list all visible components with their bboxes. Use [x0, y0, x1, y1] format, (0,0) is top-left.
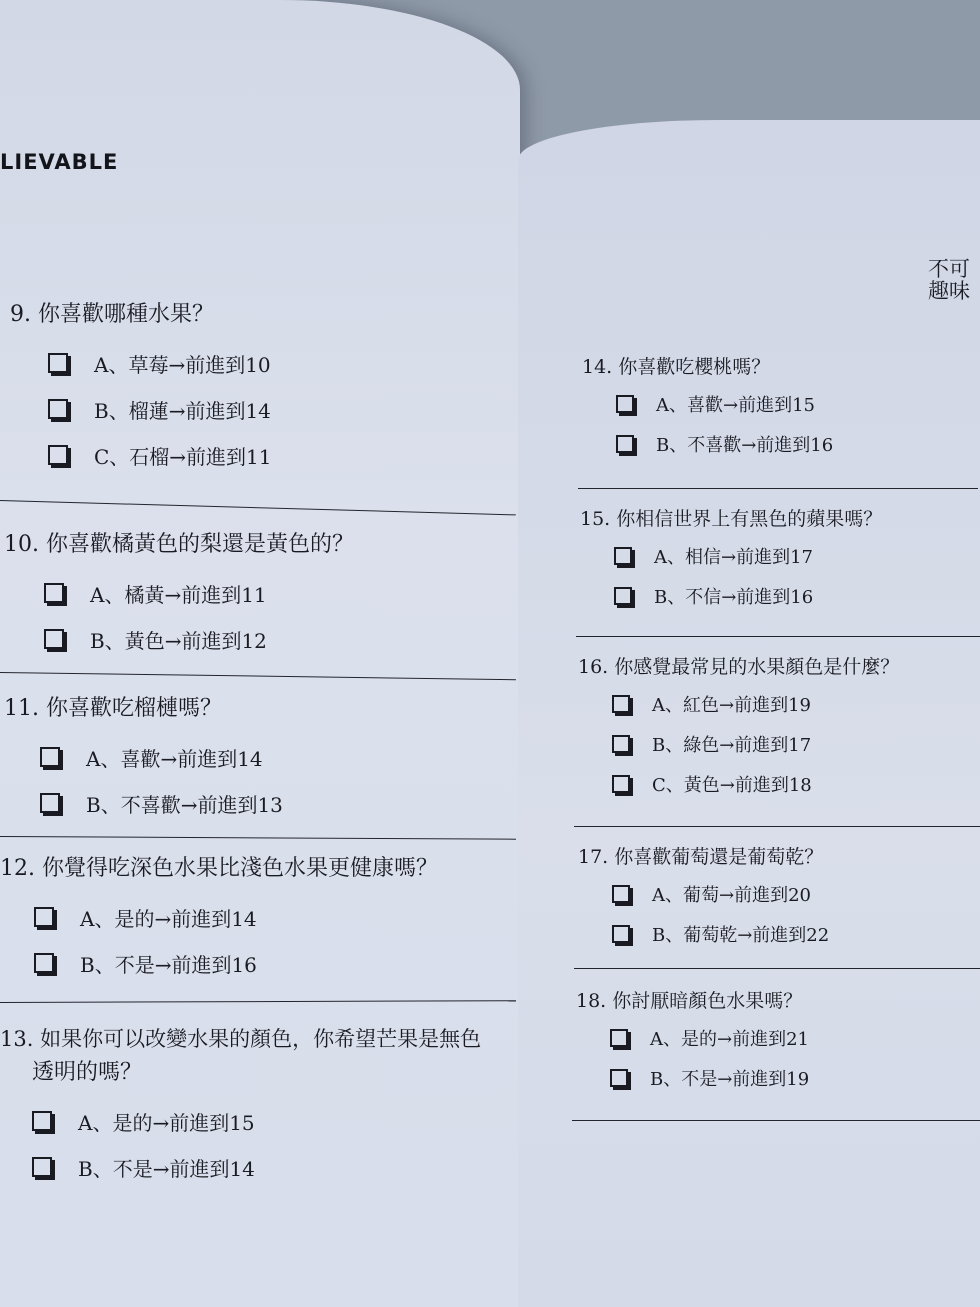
- checkbox-icon[interactable]: [610, 1029, 628, 1047]
- question-title: 12. 你覺得吃深色水果比淺色水果更健康嗎？: [0, 856, 438, 881]
- corner-header: 不可 趣味: [928, 257, 970, 303]
- question-17: [578, 842, 829, 954]
- checkbox-icon[interactable]: [614, 587, 632, 605]
- question-title: 9. 你喜歡哪種水果？: [10, 302, 214, 327]
- divider: [574, 968, 980, 969]
- checkbox-icon[interactable]: [616, 435, 634, 453]
- option-b[interactable]: B、不喜歡→前進到13: [40, 780, 283, 826]
- option-b[interactable]: B、不信→前進到16: [614, 576, 882, 616]
- option-c[interactable]: C、石榴→前進到11: [48, 432, 272, 478]
- question-title: 16. 你感覺最常見的水果顏色是什麼？: [578, 656, 900, 678]
- question-9: [10, 298, 272, 478]
- checkbox-icon[interactable]: [616, 395, 634, 413]
- checkbox-icon[interactable]: [32, 1111, 52, 1131]
- checkbox-icon[interactable]: [44, 583, 64, 603]
- checkbox-icon[interactable]: [40, 747, 60, 767]
- option-a[interactable]: A、紅色→前進到19: [612, 684, 899, 724]
- question-title: 18. 你討厭暗顏色水果嗎？: [576, 990, 803, 1012]
- question-12: [0, 852, 438, 986]
- checkbox-icon[interactable]: [48, 353, 68, 373]
- checkbox-icon[interactable]: [614, 547, 632, 565]
- question-title: 14. 你喜歡吃櫻桃嗎？: [582, 356, 771, 378]
- checkbox-icon[interactable]: [612, 695, 630, 713]
- bleed-through-text: [6, 180, 28, 211]
- question-title: 15. 你相信世界上有黑色的蘋果嗎？: [580, 508, 883, 530]
- option-a[interactable]: A、草莓→前進到10: [48, 340, 272, 386]
- question-title: 13. 如果你可以改變水果的顏色，你希望芒果是無色: [0, 1027, 482, 1051]
- option-a[interactable]: A、相信→前進到17: [614, 536, 882, 576]
- option-b[interactable]: B、綠色→前進到17: [612, 724, 899, 764]
- checkbox-icon[interactable]: [44, 629, 64, 649]
- option-a[interactable]: A、是的→前進到14: [34, 894, 438, 940]
- question-title-line2: 透明的嗎？: [32, 1060, 143, 1085]
- checkbox-icon[interactable]: [48, 399, 68, 419]
- option-b[interactable]: B、不是→前進到16: [34, 940, 438, 986]
- question-15: [580, 504, 882, 616]
- option-b[interactable]: B、不喜歡→前進到16: [616, 424, 833, 464]
- option-b[interactable]: B、葡萄乾→前進到22: [612, 914, 829, 954]
- divider: [576, 636, 980, 637]
- question-18: [576, 986, 809, 1098]
- checkbox-icon[interactable]: [40, 793, 60, 813]
- option-c[interactable]: C、黃色→前進到18: [612, 764, 899, 804]
- option-a[interactable]: A、是的→前進到21: [610, 1018, 809, 1058]
- checkbox-icon[interactable]: [612, 925, 630, 943]
- divider: [0, 836, 516, 840]
- option-b[interactable]: B、黃色→前進到12: [44, 616, 354, 662]
- divider: [0, 672, 516, 680]
- checkbox-icon[interactable]: [612, 885, 630, 903]
- checkbox-icon[interactable]: [34, 953, 54, 973]
- right-page: [518, 120, 980, 1307]
- question-16: [578, 652, 899, 804]
- option-a[interactable]: A、是的→前進到15: [32, 1098, 481, 1144]
- question-title: 11. 你喜歡吃榴槤嗎？: [4, 696, 222, 721]
- checkbox-icon[interactable]: [612, 735, 630, 753]
- question-11: [4, 692, 283, 826]
- question-14: [582, 352, 833, 464]
- checkbox-icon[interactable]: [32, 1157, 52, 1177]
- divider: [0, 1000, 516, 1003]
- divider: [574, 826, 980, 827]
- option-b[interactable]: B、不是→前進到14: [32, 1144, 481, 1190]
- question-title: 17. 你喜歡葡萄還是葡萄乾？: [578, 846, 824, 868]
- divider: [572, 1120, 980, 1121]
- question-13: [0, 1022, 481, 1190]
- checkbox-icon[interactable]: [612, 775, 630, 793]
- checkbox-icon[interactable]: [34, 907, 54, 927]
- option-b[interactable]: B、不是→前進到19: [610, 1058, 809, 1098]
- question-title: 10. 你喜歡橘黃色的梨還是黃色的？: [4, 532, 354, 557]
- checkbox-icon[interactable]: [610, 1069, 628, 1087]
- divider: [578, 488, 978, 489]
- option-a[interactable]: A、橘黃→前進到11: [44, 570, 354, 616]
- option-a[interactable]: A、葡萄→前進到20: [612, 874, 829, 914]
- divider: [0, 500, 516, 515]
- checkbox-icon[interactable]: [48, 445, 68, 465]
- book-header-title: LIEVABLE: [0, 150, 119, 174]
- question-10: [4, 528, 354, 662]
- option-a[interactable]: A、喜歡→前進到15: [616, 384, 833, 424]
- option-b[interactable]: B、榴蓮→前進到14: [48, 386, 272, 432]
- option-a[interactable]: A、喜歡→前進到14: [40, 734, 283, 780]
